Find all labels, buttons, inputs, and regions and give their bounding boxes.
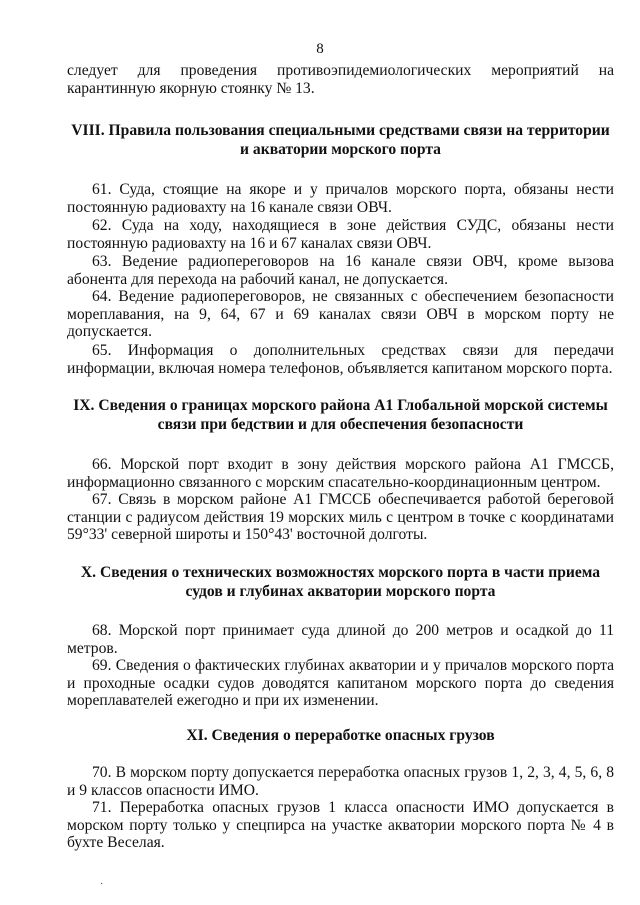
item-61: 61. Суда, стоящие на якоре и у причалов морского порта, обязаны нести постоянную радиовахту на 16 канале связи ОВЧ. [67,181,614,216]
section-10-heading: X. Сведения о технических возможностях морского порта в части приема судов и глубинах акватории морского порта [80,564,601,600]
item-69: 69. Сведения о фактических глубинах акватории и у причалов морского порта и проходные осадки судов доводятся капитаном морского порта до сведения мореплавателей ежегодно и при их изменении. [67,657,614,710]
item-64: 64. Ведение радиопереговоров, не связанных с обеспечением безопасности мореплавания, на 9, 64, 67 и 69 каналах связи ОВЧ в морском порту не допускается. [67,288,614,341]
item-66: 66. Морской порт входит в зону действия морского района А1 ГМССБ, информационно связанного с морским спасательно-координационным центром. [67,456,614,491]
scan-speck: · [100,879,104,890]
intro-paragraph: следует для проведения противоэпидемиологических мероприятий на карантинную якорную стоянку № 13. [67,62,614,97]
item-71: 71. Переработка опасных грузов 1 класса опасности ИМО допускается в морском порту только у спецпирса на участке акватории морского порта № 4 в бухте Веселая. [67,799,614,852]
item-62: 62. Суда на ходу, находящиеся в зоне действия СУДС, обязаны нести постоянную радиовахту на 16 и 67 каналах связи ОВЧ. [67,217,614,252]
item-65: 65. Информация о дополнительных средствах связи для передачи информации, включая номера телефонов, объявляется капитаном морского порта. [67,342,614,377]
item-70: 70. В морском порту допускается переработка опасных грузов 1, 2, 3, 4, 5, 6, 8 и 9 классов опасности ИМО. [67,764,614,799]
page-number: 8 [316,41,324,57]
item-67: 67. Связь в морском районе А1 ГМССБ обеспечивается работой береговой станции с радиусом действия 19 морских миль с центром в точке с координатами 59°33' северной широты и 150°43' восточной долготы. [67,491,614,544]
section-8-heading: VIII. Правила пользования специальными средствами связи на территории и акватории морского порта [71,122,610,158]
item-68: 68. Морской порт принимает суда длиной до 200 метров и осадкой до 11 метров. [67,622,614,657]
section-9-heading: IX. Сведения о границах морского района А1 Глобальной морской системы связи при бедствии и для обеспечения безопасности [73,397,608,433]
section-11-heading: XI. Сведения о переработке опасных грузов [186,727,495,744]
item-63: 63. Ведение радиопереговоров на 16 канале связи ОВЧ, кроме вызова абонента для перехода на рабочий канал, не допускается. [67,253,614,288]
